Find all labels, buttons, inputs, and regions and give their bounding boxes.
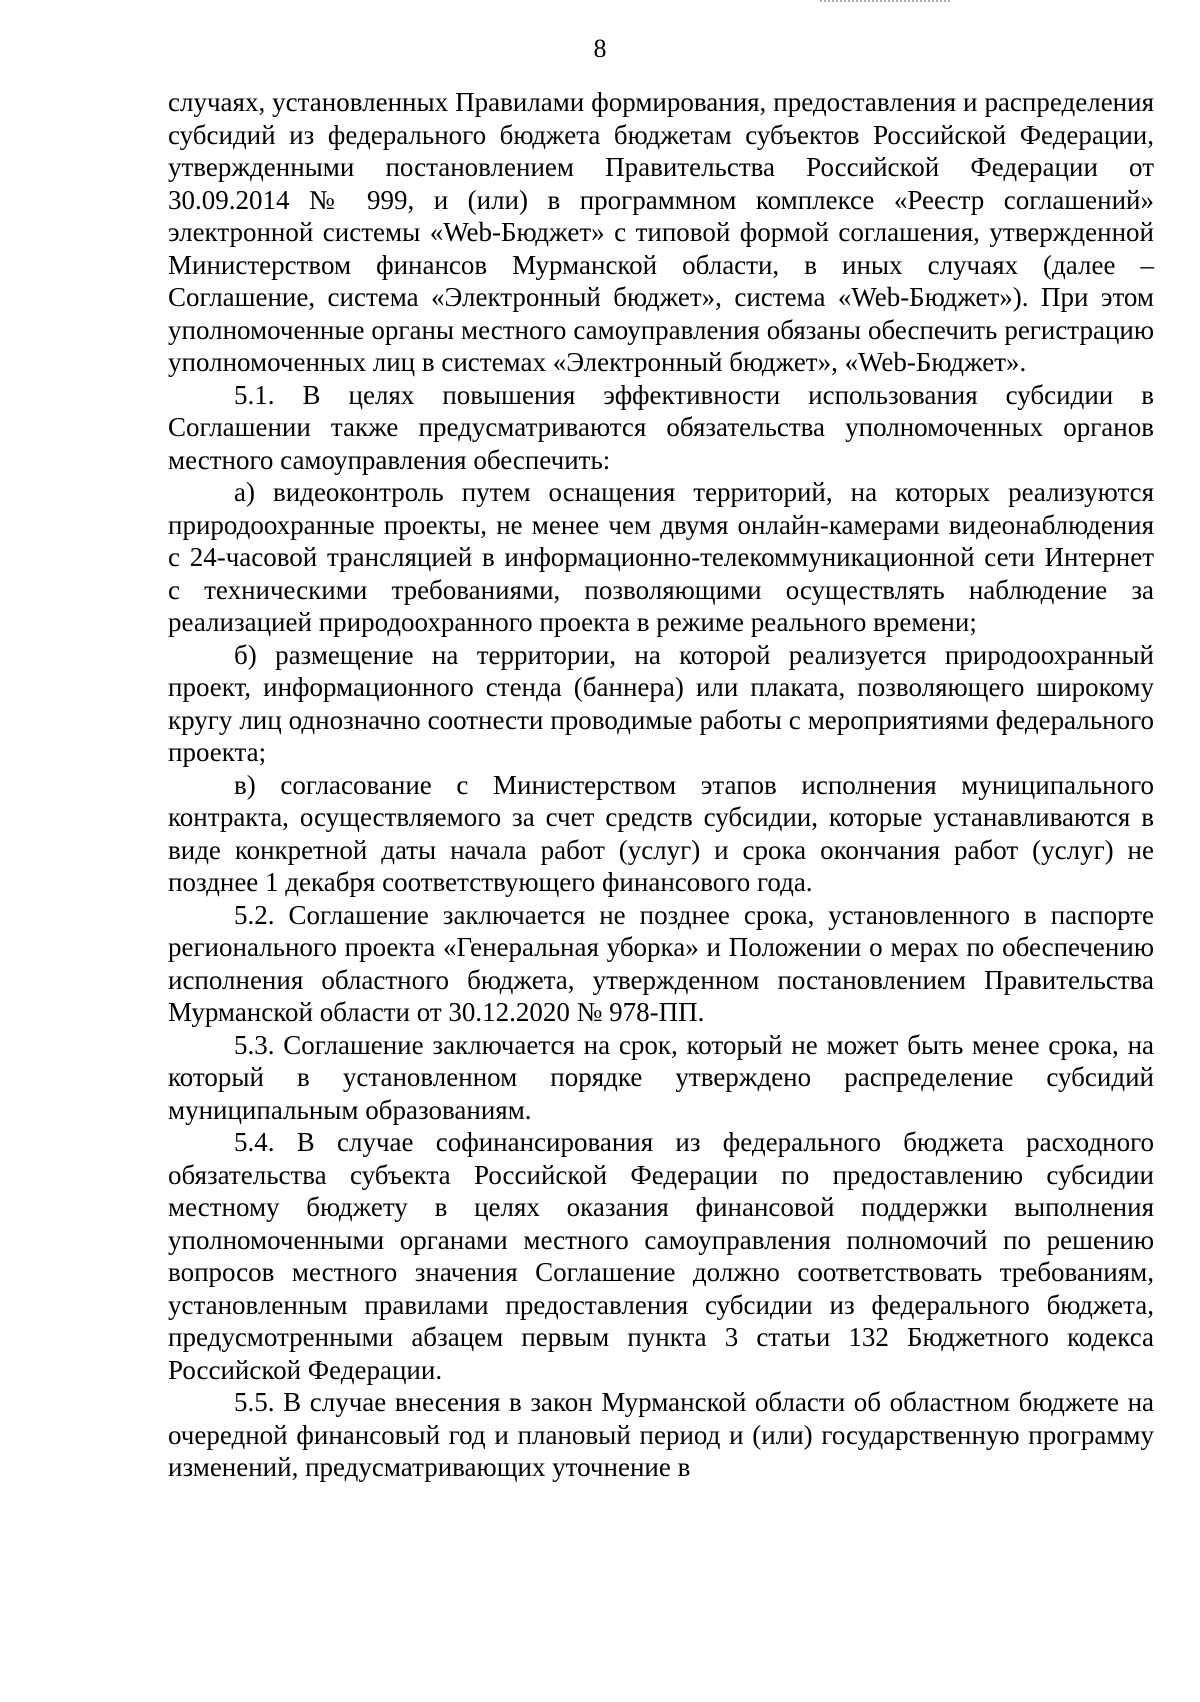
- paragraph-continuation: случаях, установленных Правилами формирования, предоставления и распределения субсидий из федерального бюджета бюджетам субъектов Российской Федерации, утвержденными постановлением Правительства Российской Федерации от 30.09.2014 № 999, и (или) в программном комплексе «Реестр соглашений» электронной системы «Web-Бюджет» с типовой формой соглашения, утвержденной Министерством финансов Мурманской области, в иных случаях (далее – Соглашение, система «Электронный бюджет», система «Web-Бюджет»). При этом уполномоченные органы местного самоуправления обязаны обеспечить регистрацию уполномоченных лиц в системах «Электронный бюджет», «Web-Бюджет».: [168, 87, 1154, 377]
- paragraph-5-3: 5.3. Соглашение заключается на срок, который не может быть менее срока, на который в установленном порядке утверждено распределение субсидий муниципальным образованиям.: [168, 1029, 1154, 1125]
- paragraph-5-5: 5.5. В случае внесения в закон Мурманской области об областном бюджете на очередной финансовый год и плановый период и (или) государственную программу изменений, предусматривающих уточнение в: [168, 1387, 1154, 1482]
- scan-artifact: [820, 0, 950, 8]
- paragraph-5-1-a: а) видеоконтроль путем оснащения территорий, на которых реализуются природоохранные проекты, не менее чем двумя онлайн-камерами видеонаблюдения с 24-часовой трансляцией в информационно-телекоммуникационной сети Интернет с техническими требованиями, позволяющими осуществлять наблюдение за реализацией природоохранного проекта в режиме реального времени;: [168, 477, 1154, 637]
- paragraph-5-4: 5.4. В случае софинансирования из федерального бюджета расходного обязательства субъекта Российской Федерации по предоставлению субсидии местному бюджету в целях оказания финансовой поддержки выполнения уполномоченными органами местного самоуправления полномочий по решению вопросов местного значения Соглашение должно соответствовать требованиям, установленным правилами предоставления субсидии из федерального бюджета, предусмотренными абзацем первым пункта 3 статьи 132 Бюджетного кодекса Российской Федерации.: [168, 1127, 1154, 1385]
- paragraph-5-2: 5.2. Соглашение заключается не позднее срока, установленного в паспорте регионального проекта «Генеральная уборка» и Положении о мерах по обеспечению исполнения областного бюджета, утвержденном постановлением Правительства Мурманской области от 30.12.2020 № 978-ПП.: [168, 899, 1154, 1027]
- document-body: [168, 86, 1154, 1484]
- page-number: 8: [593, 34, 607, 63]
- paragraph-5-1: 5.1. В целях повышения эффективности использования субсидии в Соглашении также предусматриваются обязательства уполномоченных органов местного самоуправления обеспечить:: [168, 379, 1154, 475]
- paragraph-5-1-v: в) согласование с Министерством этапов исполнения муниципального контракта, осуществляемого за счет средств субсидии, которые устанавливаются в виде конкретной даты начала работ (услуг) и срока окончания работ (услуг) не позднее 1 декабря соответствующего финансового года.: [168, 769, 1154, 897]
- paragraph-5-1-b: б) размещение на территории, на которой реализуется природоохранный проект, информационного стенда (баннера) или плаката, позволяющего широкому кругу лиц однозначно соотнести проводимые работы с мероприятиями федерального проекта;: [168, 639, 1154, 767]
